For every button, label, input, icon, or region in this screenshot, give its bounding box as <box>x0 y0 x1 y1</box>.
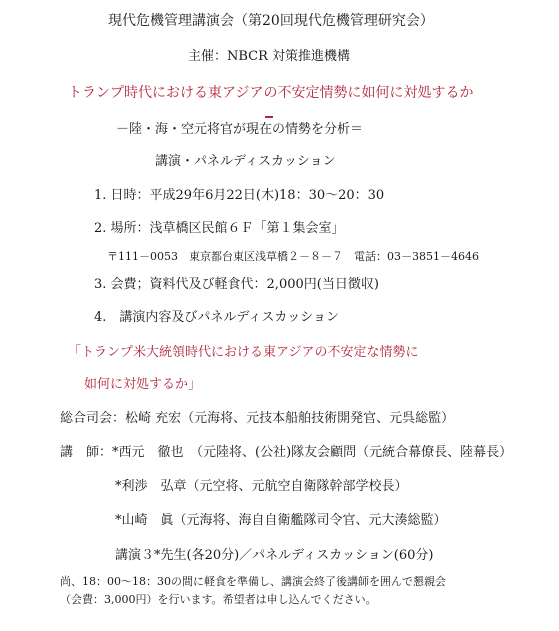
speaker-2: *利渉 弘章（元空将、元航空自衛隊幹部学校長） <box>115 479 408 494</box>
moderator: 総合司会：松崎 充宏（元海将、元技本船舶技術開発官、元呉総監） <box>60 411 455 426</box>
speaker-3: *山崎 眞（元海将、海自自衛艦隊司令官、元大湊総監） <box>115 513 447 528</box>
accent-mark <box>265 116 273 118</box>
subtitle: －陸・海・空元将官が現在の情勢を分析＝ <box>116 122 364 137</box>
date-item: 1. 日時：平成29年6月22日(木)18：30～20：30 <box>94 188 385 203</box>
fee-item: 3. 会費；資料代及び軽食代：2,000円(当日徴収) <box>94 277 379 292</box>
format: 講演・パネルディスカッション <box>155 154 336 169</box>
venue-item: 2. 場所：浅草橋区民館６Ｆ「第１集会室」 <box>94 221 345 236</box>
theme-heading: トランプ時代における東アジアの不安定情勢に如何に対処するか <box>68 85 474 101</box>
speaker-1: 講 師：*西元 徹也 （元陸将、(公社)隊友会顧問（元統合幕僚長、陸幕長） <box>60 445 513 460</box>
red-title-line-1: 「トランプ米大統領時代における東アジアの不安定な情勢に <box>68 345 419 360</box>
schedule: 講演３*先生(各20分)／パネルディスカッション(60分) <box>115 548 434 563</box>
note-line-2: （会費：3,000円）を行います。希望者は申し込んでください。 <box>60 593 377 606</box>
content-heading: 4. 講演内容及びパネルディスカッション <box>94 310 339 325</box>
red-title-line-2: 如何に対処するか」 <box>84 377 202 392</box>
address: 〒111－0053 東京都台東区浅草橋２－８－７ 電話：03－3851－4646 <box>107 250 479 263</box>
note-line-1: 尚、18：00～18：30の間に軽食を準備し、講演会終了後講師を囲んで懇親会 <box>60 575 446 588</box>
organizer: 主催：NBCR 対策推進機構 <box>188 49 351 64</box>
document-title: 現代危機管理講演会（第20回現代危機管理研究会） <box>108 13 434 29</box>
